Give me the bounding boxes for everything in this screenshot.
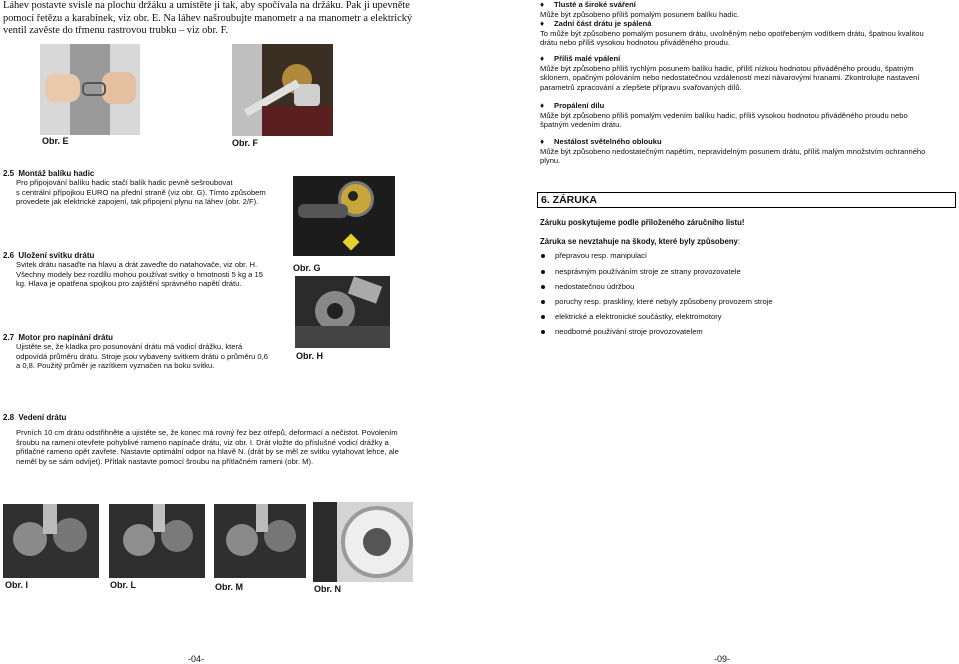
body-line: a 0,8. Použitý průměr je razítkem vyznačen na boku svitku. <box>16 361 215 371</box>
body-line: Svitek drátu nasaďte na hlavu a drát zaveďte do natahovače, viz obr. H. <box>16 260 258 269</box>
diamond-bullet-icon: ♦ <box>540 54 545 63</box>
bullet-dot-icon <box>541 300 545 304</box>
intro-line: Láhev postavte svisle na plochu držáku a umístěte ji tak, aby spočívala na držáku. Pak ji upevněte <box>3 0 410 11</box>
page-number-left: -04- <box>188 654 205 664</box>
fault-item <box>540 0 950 19</box>
warranty-exclusion-heading <box>540 237 740 246</box>
body-line: Pro připojování balíku hadic stačí balík hadic pevně sešroubovat <box>16 178 233 187</box>
bullet-dot-icon <box>541 330 545 334</box>
body-line: kg. Hlava je opatřena spojkou pro zajištění správného napětí drátu. <box>16 279 242 289</box>
intro-line: pomocí řetězu a karabinek, viz obr. E. Na láhev našroubujte manometr a na manometr a elektrický <box>3 12 413 24</box>
fig-l-caption: Obr. L <box>110 580 137 590</box>
fault-line: To může být způsobeno pomalým posunem drátu, uvolněným nebo opotřebeným vodítkem drátu, špatnou kvalitou <box>540 28 924 38</box>
photo-obr-n <box>313 502 413 582</box>
fault-item <box>540 101 950 130</box>
diamond-bullet-icon: ♦ <box>540 137 545 146</box>
exclusion-item: poruchy resp. praskliny, které nebyly způsobeny provozem stroje <box>555 297 773 306</box>
warranty-note: Záruku poskytujeme podle přiloženého záručního listu! <box>540 218 745 227</box>
exclusion-heading-bold: Záruka se nevztahuje na škody, které byly způsobeny <box>540 237 738 246</box>
diamond-bullet-icon: ♦ <box>540 19 545 28</box>
fault-title: Zadní část drátu je spálená <box>554 19 652 28</box>
photo-obr-g <box>293 176 395 256</box>
body-line: s centrální přípojkou EURO na přední straně (viz obr. G). Tímto způsobem <box>16 187 266 197</box>
body-line: odpovídá průměru drátu. Stroje jsou vybaveny svitkem drátu o průměru 0,6 <box>16 351 268 361</box>
section-number: 2.5 <box>3 169 15 178</box>
fault-line: Může být způsobeno příliš pomalým posunem balíku hadic. <box>540 9 740 19</box>
photo-obr-e <box>40 44 140 135</box>
photo-obr-f <box>232 44 333 136</box>
section-2-6 <box>3 251 293 289</box>
exclusion-heading-colon: : <box>737 237 741 246</box>
fault-title: Příliš malé vpálení <box>554 54 621 63</box>
fig-e-caption: Obr. E <box>42 136 69 146</box>
section-title: Motor pro napínání drátu <box>18 333 114 342</box>
bullet-dot-icon <box>541 270 545 274</box>
section-title: Vedení drátu <box>18 413 67 422</box>
diamond-bullet-icon: ♦ <box>540 101 545 110</box>
exclusion-item: nesprávným používáním stroje ze strany provozovatele <box>555 267 741 276</box>
fig-n-caption: Obr. N <box>314 584 342 594</box>
page-number-right: -09- <box>714 654 731 664</box>
section-number: 2.7 <box>3 333 15 342</box>
body-line: Prvních 10 cm drátu odstřihněte a ujistěte se, že konec má rovný řez bez otřepů, deformací a nečistot. Povolením <box>16 428 398 437</box>
fault-line: Může být způsobeno nedostatečným napětím, nepravidelným posunem drátu, příliš malým množstvím ochranného <box>540 146 926 156</box>
exclusion-item: elektrické a elektronické součástky, elektromotory <box>555 312 722 321</box>
intro-line: ventil zavěste do třmenu rastrovou trubku – viz obr. F. <box>3 25 229 37</box>
intro-paragraph <box>3 0 443 38</box>
fault-line: plynu. <box>540 156 561 166</box>
body-line: Ujistěte se, že kladka pro posunování drátu má vodicí drážku, která <box>16 342 243 351</box>
fault-line: Může být způsobeno příliš rychlým posunem balíku hadic, příliš nízkou hodnotou přiváděného proudu, špatným <box>540 63 914 73</box>
fault-item <box>540 54 950 92</box>
fault-line: drátu nebo příliš vysokou hodnotou přiváděného proudu. <box>540 38 730 48</box>
diamond-bullet-icon: ♦ <box>540 0 545 9</box>
exclusion-item: přepravou resp. manipulací <box>555 251 648 260</box>
photo-obr-h <box>295 276 390 348</box>
warranty-heading <box>537 192 956 208</box>
exclusion-item: nedostatečnou údržbou <box>555 282 635 291</box>
fault-item <box>540 137 950 166</box>
section-2-7 <box>3 333 293 371</box>
bullet-dot-icon <box>541 315 545 319</box>
fault-item <box>540 19 950 48</box>
fault-line: špatným vedením drátu. <box>540 120 622 130</box>
body-line: provedete jak elektrické zapojení, tak připojení plynu na láhev (obr. 2/F). <box>16 197 259 207</box>
section-title: Uložení svitku drátu <box>18 251 95 260</box>
exclusion-item: neodborné používání stroje provozovatelem <box>555 327 703 336</box>
fig-h-caption: Obr. H <box>296 351 324 361</box>
photo-obr-l <box>109 504 205 578</box>
fault-line: Může být způsobeno příliš pomalým vedením balíku hadic, příliš vysokou hodnotou přiváděného proudu nebo <box>540 110 908 120</box>
fig-m-caption: Obr. M <box>215 582 244 592</box>
fig-i-caption: Obr. I <box>5 580 29 590</box>
section-number: 2.6 <box>3 251 15 260</box>
fault-title: Propálení dílu <box>554 101 605 110</box>
fault-line: parametrů zpracování a zlepšete přípravu svařovaných dílů. <box>540 82 742 92</box>
fig-f-caption: Obr. F <box>232 138 259 148</box>
photo-obr-i <box>3 504 99 578</box>
body-line: Všechny modely bez rozdílu mohou používat svitky o hmotnosti 5 kg a 15 <box>16 269 263 279</box>
section-2-8 <box>3 413 443 466</box>
fault-title: Tlusté a široké sváření <box>554 0 636 9</box>
bullet-dot-icon <box>541 254 545 258</box>
fig-g-caption: Obr. G <box>293 263 321 273</box>
body-line: šroubu na rameni otevřete pohyblivé rameno napínače drátu, viz obr. I. Drát vložte do příslušné vodicí drážky a <box>16 437 389 447</box>
section-title: Montáž balíku hadic <box>18 169 95 178</box>
bullet-dot-icon <box>541 285 545 289</box>
section-2-5 <box>3 169 293 207</box>
body-line: přitlačné rameno opět zavřete. Nastavte optimální odpor na hlavě N. (drát by se měl ze svitku vytahovat lehce, ale <box>16 447 399 457</box>
warranty-heading-text: 6. ZÁRUKA <box>541 194 598 206</box>
fault-line: sklonem, opačným pólováním nebo nedostatečnou vzdáleností mezi návarovými hranami. Zkontrolujte nastavení <box>540 73 920 83</box>
body-line: neměl by se sám odvíjet). Přítlak nastavte pomocí šroubu na přítlačném rameni (obr. M). <box>16 456 314 466</box>
photo-obr-m <box>214 504 306 578</box>
section-number: 2.8 <box>3 413 15 422</box>
fault-title: Nestálost světelného oblouku <box>554 137 662 146</box>
